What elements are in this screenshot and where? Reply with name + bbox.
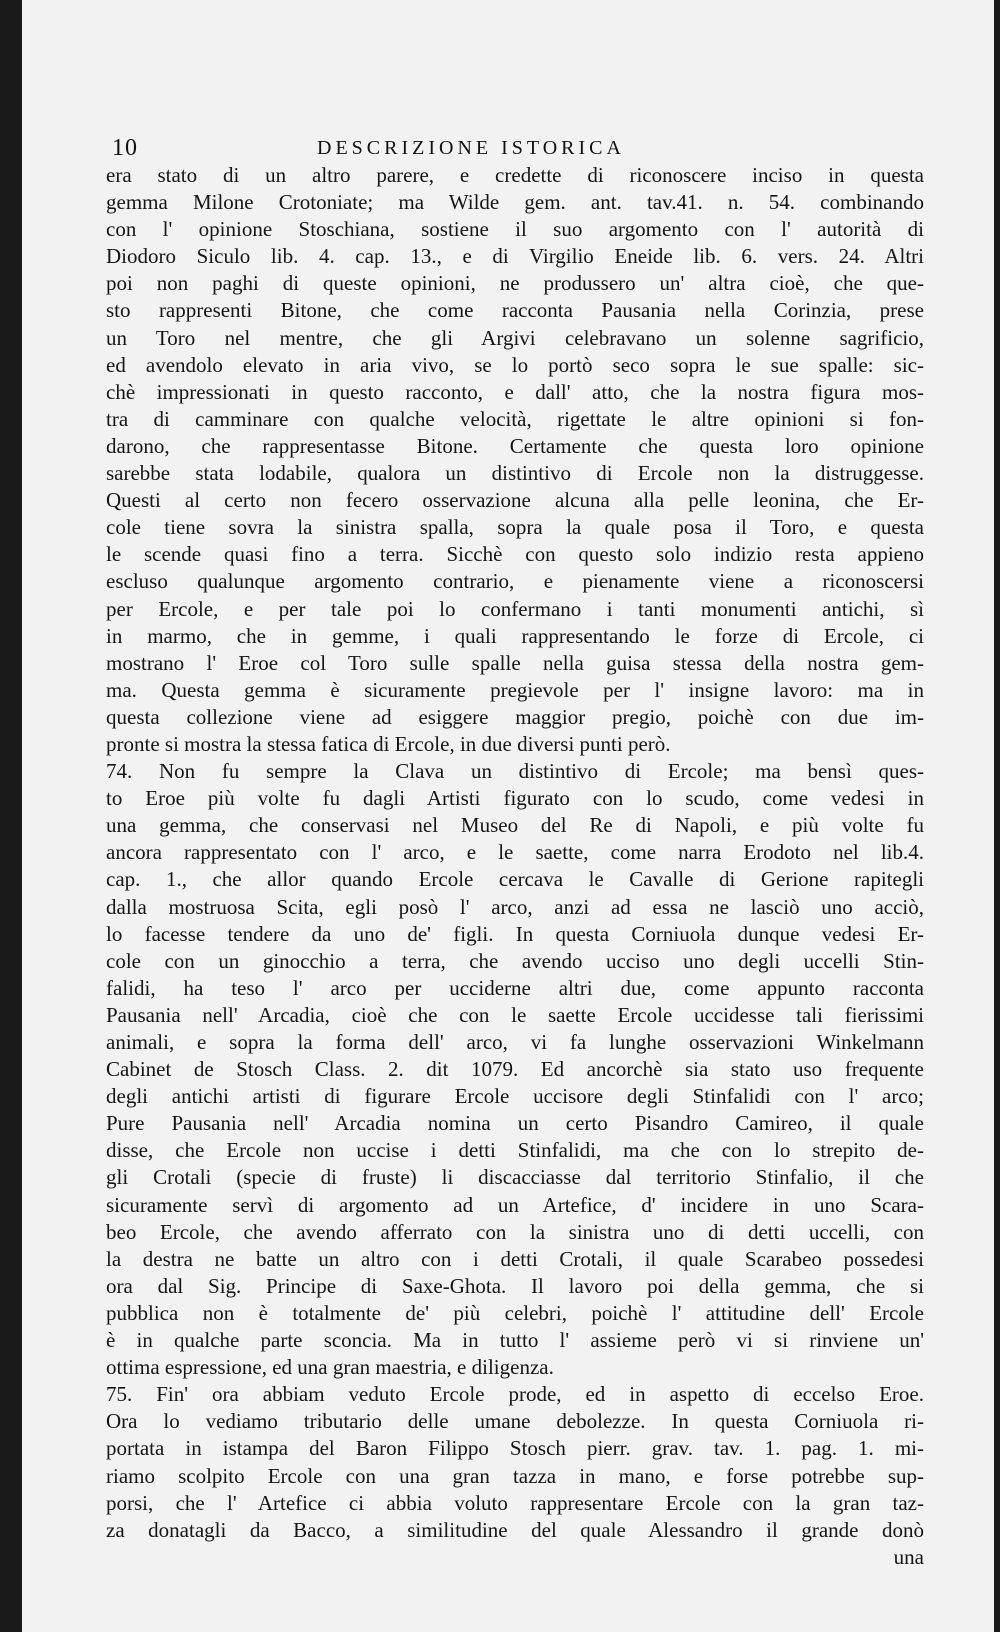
text-line: ottima espressione, ed una gran maestria, e diligenza. xyxy=(106,1355,554,1380)
text-line: disse, che Ercole non uccise i detti Stinfalidi, ma che con lo strepito de- xyxy=(106,1138,924,1163)
text-line: za donatagli da Bacco, a similitudine del quale Alessandro il grande donò xyxy=(106,1517,924,1542)
text-line: dalla mostruosa Scita, egli posò l' arco, anzi ad essa ne lasciò uno acciò, xyxy=(106,894,924,919)
text-line: cole tiene sovra la sinistra spalla, sopra la quale posa il Toro, e questa xyxy=(106,515,924,540)
text-line: sto rappresenti Bitone, che come racconta Pausania nella Corinzia, prese xyxy=(106,298,924,323)
catchword: una xyxy=(893,1544,924,1569)
text-line: falidi, ha teso l' arco per ucciderne altri due, come appunto racconta xyxy=(106,975,924,1000)
text-line: darono, che rappresentasse Bitone. Certamente che questa loro opinione xyxy=(106,433,924,458)
body-text xyxy=(106,162,924,1571)
text-line: porsi, che l' Artefice ci abbia voluto rappresentare Ercole con la gran taz- xyxy=(106,1490,924,1515)
text-line: le scende quasi fino a terra. Sicchè con questo solo indizio resta appieno xyxy=(106,542,924,567)
text-line: Pure Pausania nell' Arcadia nomina un certo Pisandro Camireo, il quale xyxy=(106,1111,924,1136)
text-line: pronte si mostra la stessa fatica di Ercole, in due diversi punti però. xyxy=(106,731,671,756)
text-line: cap. 1., che allor quando Ercole cercava le Cavalle di Gerione rapitegli xyxy=(106,867,924,892)
text-line: tra di camminare con qualche velocità, rigettate le altre opinioni si fon- xyxy=(106,406,924,431)
text-line: sarebbe stata lodabile, qualora un distintivo di Ercole non la distruggesse. xyxy=(106,461,924,486)
text-line: una gemma, che conservasi nel Museo del Re di Napoli, e più volte fu xyxy=(106,813,924,838)
text-line: Questi al certo non fecero osservazione alcuna alla pelle leonina, che Er- xyxy=(106,488,924,513)
text-line: per Ercole, e per tale poi lo confermano i tanti monumenti antichi, sì xyxy=(106,596,924,621)
text-line: chè impressionati in questo racconto, e dall' atto, che la nostra figura mos- xyxy=(106,379,924,404)
text-line: sicuramente servì di argomento ad un Artefice, d' incidere in uno Scara- xyxy=(106,1192,924,1217)
page-edge-shadow xyxy=(994,0,1000,1632)
text-line: to Eroe più volte fu dagli Artisti figurato con lo scudo, come vedesi in xyxy=(106,786,924,811)
book-spine-shadow xyxy=(0,0,22,1632)
page-number: 10 xyxy=(112,135,138,161)
text-line: escluso qualunque argomento contrario, e pienamente viene a riconoscersi xyxy=(106,569,924,594)
text-line: 74. Non fu sempre la Clava un distintivo di Ercole; ma bensì ques- xyxy=(106,759,924,784)
text-line: lo facesse tendere da uno de' figli. In questa Corniuola dunque vedesi Er- xyxy=(106,921,924,946)
text-line: era stato di un altro parere, e credette di riconoscere inciso in questa xyxy=(106,163,924,187)
text-line: degli antichi artisti di figurare Ercole uccisore degli Stinfalidi con l' arco; xyxy=(106,1084,924,1109)
text-line: questa collezione viene ad esiggere maggior pregio, poichè con due im- xyxy=(106,704,924,729)
text-line: in marmo, che in gemme, i quali rappresentando le forze di Ercole, ci xyxy=(106,623,924,648)
text-line: Pausania nell' Arcadia, cioè che con le saette Ercole uccidesse tali fierissimi xyxy=(106,1002,924,1027)
text-line: riamo scolpito Ercole con una gran tazza in mano, e forse potrebbe sup- xyxy=(106,1463,924,1488)
text-line: cole con un ginocchio a terra, che avendo ucciso uno degli uccelli Stin- xyxy=(106,948,924,973)
text-line: Diodoro Siculo lib. 4. cap. 13., e di Virgilio Eneide lib. 6. vers. 24. Altri xyxy=(106,244,924,269)
text-line: gemma Milone Crotoniate; ma Wilde gem. ant. tav.41. n. 54. combinando xyxy=(106,190,924,215)
running-head: DESCRIZIONE ISTORICA xyxy=(317,137,625,159)
page-header xyxy=(112,135,922,163)
text-line: la destra ne batte un altro con i detti Crotali, il quale Scarabeo possedesi xyxy=(106,1246,924,1271)
text-line: un Toro nel mentre, che gli Argivi celebravano un solenne sagrificio, xyxy=(106,325,924,350)
text-line: animali, e sopra la forma dell' arco, vi fa lunghe osservazioni Winkelmann xyxy=(106,1030,924,1054)
text-line: 75. Fin' ora abbiam veduto Ercole prode, ed in aspetto di eccelso Eroe. xyxy=(106,1382,924,1407)
text-line: con l' opinione Stoschiana, sostiene il suo argomento con l' autorità di xyxy=(106,217,924,242)
text-line: beo Ercole, che avendo afferrato con la sinistra uno di detti uccelli, con xyxy=(106,1219,924,1244)
text-line: Ora lo vediamo tributario delle umane debolezze. In questa Corniuola ri- xyxy=(106,1409,924,1434)
text-line: mostrano l' Eroe col Toro sulle spalle nella guisa stessa della nostra gem- xyxy=(106,650,924,675)
text-line: ed avendolo elevato in aria vivo, se lo portò seco sopra le sue spalle: sic- xyxy=(106,352,924,377)
text-line: ancora rappresentato con l' arco, e le saette, come narra Erodoto nel lib.4. xyxy=(106,840,924,865)
text-line: pubblica non è totalmente de' più celebri, poichè l' attitudine dell' Ercole xyxy=(106,1300,924,1325)
text-line: ma. Questa gemma è sicuramente pregievole per l' insigne lavoro: ma in xyxy=(106,677,924,702)
text-line: poi non paghi di queste opinioni, ne produssero un' altra cioè, che que- xyxy=(106,271,924,296)
text-line: portata in istampa del Baron Filippo Stosch pierr. grav. tav. 1. pag. 1. mi- xyxy=(106,1436,924,1461)
text-line: Cabinet de Stosch Class. 2. dit 1079. Ed ancorchè sia stato uso frequente xyxy=(106,1057,924,1082)
text-line: è in qualche parte sconcia. Ma in tutto l' assieme però vi si rinviene un' xyxy=(106,1328,924,1353)
text-line: gli Crotali (specie di fruste) li discacciasse dal territorio Stinfalio, il che xyxy=(106,1165,924,1190)
text-line: ora dal Sig. Principe di Saxe-Ghota. Il lavoro poi della gemma, che si xyxy=(106,1273,924,1298)
